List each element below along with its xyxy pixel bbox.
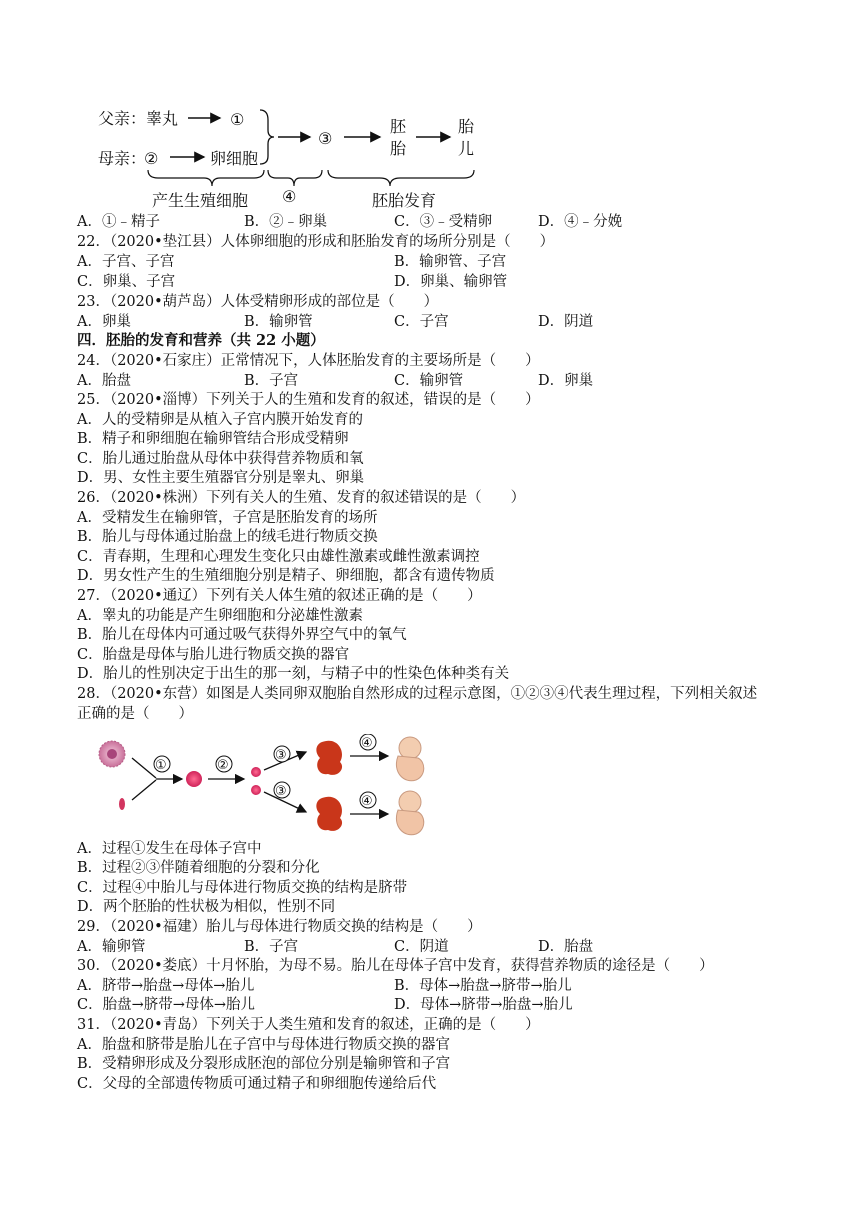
q26-option-b: B．胎儿与母体通过胎盘上的绒毛进行物质交换 (77, 529, 378, 545)
q23-option-d: D．阴道 (538, 314, 594, 330)
q27-option-b: B．胎儿在母体内可通过吸气获得外界空气中的氧气 (77, 627, 407, 643)
fetus-char-2: 儿 (458, 139, 475, 158)
blastocyst-2-image (251, 785, 261, 795)
q29-option-a: A．输卵管 (77, 939, 146, 955)
q23-option-a: A．卵巢 (77, 314, 131, 330)
q30-option-a: A．脐带→胎盘→母体→胎儿 (77, 978, 255, 994)
fetus-char-1: 胎 (458, 117, 475, 136)
zygote-image (186, 771, 202, 787)
q22-option-d: D．卵巢、输卵管 (394, 274, 508, 290)
embryo-char-1: 胚 (390, 117, 407, 136)
q31-option-a: A．胎盘和脐带是胎儿在子宫中与母体进行物质交换的器官 (77, 1037, 450, 1053)
section-heading: 四．胚胎的发育和营养（共 22 小题） (77, 332, 325, 349)
q25-option-d: D．男、女性主要生殖器官分别是睾丸、卵巢 (77, 470, 365, 486)
q28-option-a: A．过程①发生在母体子宫中 (77, 841, 262, 857)
q23-stem: 23．（2020•葫芦岛）人体受精卵形成的部位是（ ） (77, 294, 439, 310)
egg-label: 卵细胞 (210, 149, 259, 168)
q29-option-b: B．子宫 (244, 939, 299, 955)
label-4: ④ (282, 187, 297, 206)
q27-option-c: C．胎盘是母体与胎儿进行物质交换的器官 (77, 647, 350, 663)
q24-stem: 24．（2020•石家庄）正常情况下，人体胚胎发育的主要场所是（ ） (77, 353, 540, 369)
step-2-label: ② (217, 758, 229, 773)
q22-option-a: A．子宫、子宫 (77, 254, 175, 270)
q29-option-c: C．阴道 (394, 939, 449, 955)
q21-option-a: A．①﹣精子 (77, 214, 160, 230)
q22-option-b: B．输卵管、子宫 (394, 254, 507, 270)
q25-option-a: A．人的受精卵是从植入子宫内膜开始发育的 (77, 412, 363, 428)
twin-formation-diagram (92, 734, 452, 840)
q25-stem: 25．（2020•淄博）下列关于人的生殖和发育的叙述，错误的是（ ） (77, 392, 540, 408)
q26-option-a: A．受精发生在输卵管，子宫是胚胎发育的场所 (77, 510, 378, 526)
blastocyst-1-image (251, 767, 261, 777)
q28-stem-line2: 正确的是（ ） (77, 706, 193, 722)
q21-option-c: C．③﹣受精卵 (394, 214, 493, 230)
embryo-bottom-image (316, 797, 342, 831)
embryo-top-image (316, 741, 342, 775)
q27-stem: 27．（2020•通辽）下列有关人体生殖的叙述正确的是（ ） (77, 588, 482, 604)
q22-stem: 22．（2020•垫江县）人体卵细胞的形成和胚胎发育的场所分别是（ ） (77, 234, 555, 250)
q31-option-c: C．父母的全部遗传物质可通过精子和卵细胞传递给后代 (77, 1076, 437, 1092)
q26-option-d: D．男女性产生的生殖细胞分别是精子、卵细胞，都含有遗传物质 (77, 568, 495, 584)
reproduction-flow-diagram (88, 104, 508, 216)
q28-option-b: B．过程②③伴随着细胞的分裂和分化 (77, 860, 320, 876)
father-label: 父亲：睾丸 (98, 109, 179, 128)
q30-stem: 30．（2020•娄底）十月怀胎，为母不易。胎儿在母体子宫中发育，获得营养物质的途径是（ ） (77, 958, 714, 974)
q26-option-c: C．青春期，生理和心理发生变化只由雄性激素或雌性激素调控 (77, 549, 480, 565)
step-4-label-top: ④ (361, 736, 373, 751)
brace-produce-label: 产生生殖细胞 (152, 191, 249, 210)
q23-option-b: B．输卵管 (244, 314, 313, 330)
q24-option-b: B．子宫 (244, 373, 299, 389)
q30-option-b: B．母体→胎盘→脐带→胎儿 (394, 978, 572, 994)
q28-option-c: C．过程④中胎儿与母体进行物质交换的结构是脐带 (77, 880, 408, 896)
fetus-top-image (396, 737, 423, 781)
fetus-bottom-image (396, 791, 423, 835)
q31-option-b: B．受精卵形成及分裂形成胚泡的部位分别是输卵管和子宫 (77, 1056, 451, 1072)
q21-option-b: B．②﹣卵巢 (244, 214, 328, 230)
q27-option-d: D．胎儿的性别决定于出生的那一刻，与精子中的性染色体种类有关 (77, 666, 510, 682)
q29-stem: 29．（2020•福建）胎儿与母体进行物质交换的结构是（ ） (77, 919, 482, 935)
label-3: ③ (318, 129, 333, 148)
q31-stem: 31．（2020•青岛）下列关于人类生殖和发育的叙述，正确的是（ ） (77, 1017, 540, 1033)
q21-option-d: D．④﹣分娩 (538, 214, 623, 230)
q23-option-c: C．子宫 (394, 314, 449, 330)
q24-option-a: A．胎盘 (77, 373, 131, 389)
step-1-label: ① (155, 758, 167, 773)
q25-option-b: B．精子和卵细胞在输卵管结合形成受精卵 (77, 431, 349, 447)
label-1: ① (230, 110, 245, 129)
q30-option-c: C．胎盘→脐带→母体→胎儿 (77, 997, 256, 1013)
q28-option-d: D．两个胚胎的性状极为相似，性别不同 (77, 899, 336, 915)
q24-option-d: D．卵巢 (538, 373, 594, 389)
q25-option-c: C．胎儿通过胎盘从母体中获得营养物质和氧 (77, 451, 364, 467)
mother-label: 母亲： (98, 149, 147, 168)
step-3-label-bottom: ③ (275, 784, 287, 799)
q22-option-c: C．卵巢、子宫 (77, 274, 176, 290)
label-2: ② (144, 149, 159, 168)
brace-develop-label: 胚胎发育 (372, 191, 437, 210)
q29-option-d: D．胎盘 (538, 939, 594, 955)
sperm-image (119, 798, 125, 810)
q26-stem: 26．（2020•株洲）下列有关人的生殖、发育的叙述错误的是（ ） (77, 490, 526, 506)
embryo-char-2: 胎 (390, 139, 407, 158)
q27-option-a: A．睾丸的功能是产生卵细胞和分泌雄性激素 (77, 608, 363, 624)
q24-option-c: C．输卵管 (394, 373, 464, 389)
q28-stem-line1: 28．（2020•东营）如图是人类同卵双胞胎自然形成的过程示意图，①②③④代表生理过程，下列相关叙述 (77, 686, 758, 702)
step-4-label-bottom: ④ (361, 794, 373, 809)
q30-option-d: D．母体→脐带→胎盘→胎儿 (394, 997, 573, 1013)
step-3-label-top: ③ (275, 748, 287, 763)
